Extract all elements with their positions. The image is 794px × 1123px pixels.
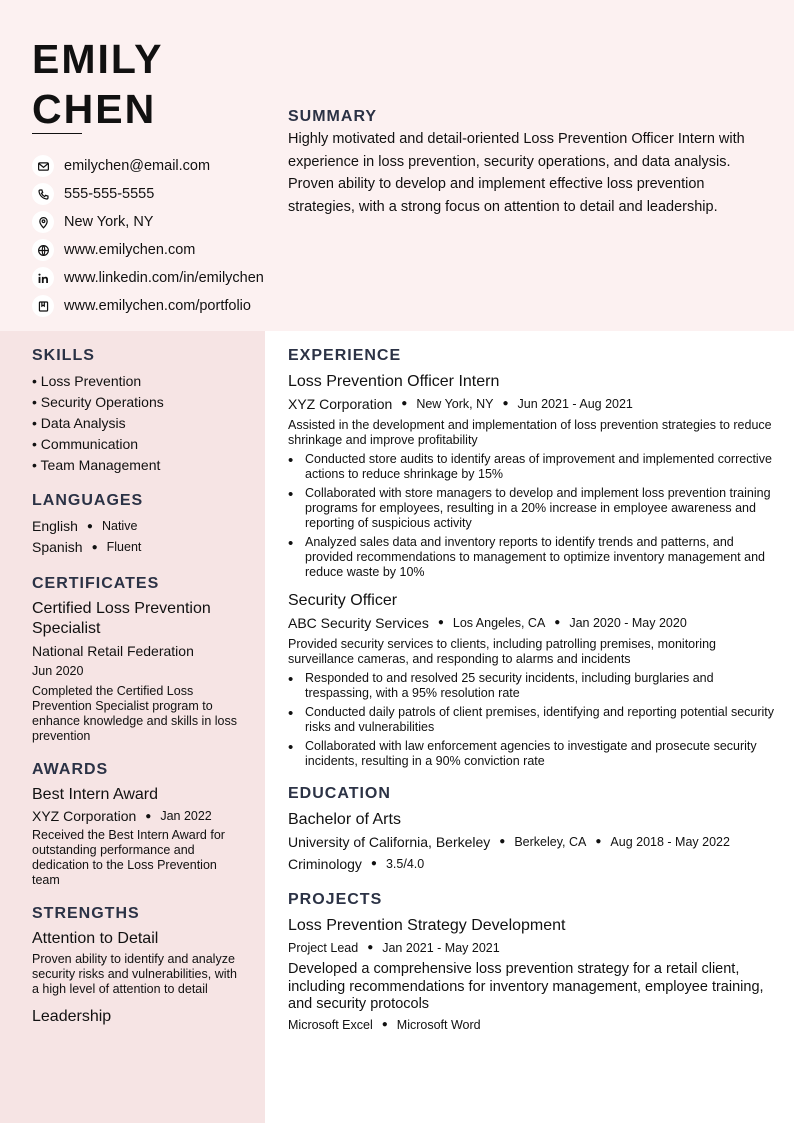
separator-dot: ● xyxy=(437,617,444,628)
contact-portfolio-text: www.emilychen.com/portfolio xyxy=(64,298,251,314)
certificate-issuer: National Retail Federation xyxy=(32,643,194,659)
job-meta xyxy=(288,612,774,634)
job-bullet: • Responded to and resolved 25 security incidents, including burglaries and trespassing, with a 95% resolution rate xyxy=(288,671,774,701)
contact-linkedin-text: www.linkedin.com/in/emilychen xyxy=(64,270,264,286)
education-meta xyxy=(288,831,774,853)
job-location: Los Angeles, CA xyxy=(452,616,546,630)
school-location: Berkeley, CA xyxy=(514,835,587,849)
job-description: Provided security services to clients, including patrolling premises, monitoring surveillance cameras, and responding to alarms and incidents xyxy=(288,637,716,666)
award-org: XYZ Corporation xyxy=(32,808,137,824)
job-location: New York, NY xyxy=(416,397,494,411)
main-content xyxy=(288,347,774,1036)
project-tool: Microsoft Word xyxy=(396,1017,481,1032)
location-pin-icon xyxy=(32,211,54,233)
strength-name: Attention to Detail xyxy=(32,930,159,947)
separator-dot: ● xyxy=(502,398,509,409)
globe-icon xyxy=(32,239,54,261)
separator-dot: ● xyxy=(401,398,408,409)
language-level: Native xyxy=(101,519,138,533)
candidate-name xyxy=(32,34,164,134)
job-bullet: • Collaborated with store managers to develop and implement loss prevention training programs for employees, resulting in a 20% increase in employee awareness and reporting of suspicious activity xyxy=(288,486,774,531)
skills-heading: SKILLS xyxy=(32,347,95,364)
email-icon xyxy=(32,155,54,177)
job-company: XYZ Corporation xyxy=(288,396,393,412)
job-dates: Jan 2020 - May 2020 xyxy=(569,616,687,630)
job-bullets xyxy=(288,452,774,580)
experience-heading: EXPERIENCE xyxy=(288,347,402,364)
strength-name: Leadership xyxy=(32,1008,112,1025)
award-date: Jan 2022 xyxy=(160,809,212,823)
contact-portfolio[interactable] xyxy=(32,292,264,320)
contact-phone-text: 555-555-5555 xyxy=(64,186,155,202)
education-heading: EDUCATION xyxy=(288,785,391,802)
strengths-section xyxy=(32,905,247,1027)
project-description: Developed a comprehensive loss prevention strategy for a retail client, including recommendations for inventory management, employee training, and security protocols xyxy=(288,961,764,1012)
job-bullets xyxy=(288,671,774,769)
award-meta xyxy=(32,805,247,828)
certificate-description: Completed the Certified Loss Prevention Specialist program to enhance knowledge and skills in loss prevention xyxy=(32,684,237,743)
education-field-row xyxy=(288,853,774,875)
skills-section xyxy=(32,347,247,476)
name-divider xyxy=(32,133,82,134)
job-title: Loss Prevention Officer Intern xyxy=(288,373,500,390)
awards-section xyxy=(32,761,247,888)
skill-item: • Communication xyxy=(32,436,139,452)
separator-dot: ● xyxy=(554,617,561,628)
job-title: Security Officer xyxy=(288,592,398,609)
contact-website[interactable] xyxy=(32,236,264,264)
gpa: 3.5/4.0 xyxy=(385,857,425,871)
sidebar-content xyxy=(32,347,247,1027)
separator-dot: ● xyxy=(367,942,374,953)
job-meta xyxy=(288,393,774,415)
last-name: CHEN xyxy=(32,86,157,132)
projects-section xyxy=(288,891,774,1036)
award-description: Received the Best Intern Award for outstanding performance and dedication to the Loss Prevention team xyxy=(32,828,225,887)
separator-dot: ● xyxy=(86,521,93,532)
project-role: Project Lead xyxy=(288,941,359,955)
job-dates: Jun 2021 - Aug 2021 xyxy=(517,397,633,411)
first-name: EMILY xyxy=(32,36,164,82)
contact-website-text: www.emilychen.com xyxy=(64,242,196,258)
job-bullet: • Analyzed sales data and inventory reports to identify trends and patterns, and provided recommendations to management to optimize inventory management and reduce waste by 10% xyxy=(288,535,774,580)
job-description: Assisted in the development and implementation of loss prevention strategies to reduce shrinkage and improve profitability xyxy=(288,418,772,447)
project-dates: Jan 2021 - May 2021 xyxy=(382,941,500,955)
strengths-heading: STRENGTHS xyxy=(32,905,140,922)
contact-phone[interactable] xyxy=(32,180,264,208)
contact-email[interactable] xyxy=(32,152,264,180)
skill-item: • Data Analysis xyxy=(32,415,126,431)
contact-linkedin[interactable] xyxy=(32,264,264,292)
skill-item: • Team Management xyxy=(32,457,161,473)
contact-list xyxy=(32,152,264,320)
certificate-name: Certified Loss Prevention Specialist xyxy=(32,600,211,637)
summary-section xyxy=(288,108,774,219)
skill-item: • Security Operations xyxy=(32,394,164,410)
projects-heading: PROJECTS xyxy=(288,891,383,908)
summary-text: Highly motivated and detail-oriented Loss Prevention Officer Intern with experience in loss prevention, security operations, and data analysis. Proven ability to develop and implement effective loss prevention strategies, with a strong focus on attention to detail and leadership. xyxy=(288,131,745,216)
job-bullet: • Conducted store audits to identify areas of improvement and implemented corrective actions to reduce shrinkage by 15% xyxy=(288,452,774,482)
project-meta xyxy=(288,937,774,959)
phone-icon xyxy=(32,183,54,205)
languages-heading: LANGUAGES xyxy=(32,492,144,509)
language-item xyxy=(32,537,247,558)
languages-section xyxy=(32,492,247,558)
certificates-heading: CERTIFICATES xyxy=(32,575,160,592)
summary-heading: SUMMARY xyxy=(288,108,378,125)
separator-dot: ● xyxy=(91,542,98,553)
job-bullet: • Collaborated with law enforcement agencies to investigate and prosecute security incidents, resulting in a 90% conviction rate xyxy=(288,739,774,769)
separator-dot: ● xyxy=(370,858,377,869)
separator-dot: ● xyxy=(595,836,602,847)
language-item xyxy=(32,516,247,537)
job-company: ABC Security Services xyxy=(288,615,429,631)
project-name: Loss Prevention Strategy Development xyxy=(288,917,566,934)
job-bullet: • Conducted daily patrols of client premises, identifying and reporting potential security risks and vulnerabilities xyxy=(288,705,774,735)
skill-item: • Loss Prevention xyxy=(32,373,142,389)
contact-email-text: emilychen@email.com xyxy=(64,158,211,174)
school-name: University of California, Berkeley xyxy=(288,834,491,850)
language-level: Fluent xyxy=(106,540,142,554)
education-dates: Aug 2018 - May 2022 xyxy=(610,835,730,849)
field-of-study: Criminology xyxy=(288,856,362,872)
degree: Bachelor of Arts xyxy=(288,811,401,828)
project-tool: Microsoft Excel xyxy=(288,1017,373,1032)
language-name: English xyxy=(32,518,78,534)
linkedin-icon xyxy=(32,267,54,289)
language-name: Spanish xyxy=(32,539,83,555)
separator-dot: ● xyxy=(499,836,506,847)
contact-location xyxy=(32,208,264,236)
separator-dot: ● xyxy=(381,1018,388,1030)
experience-section xyxy=(288,347,774,769)
education-section xyxy=(288,785,774,875)
awards-heading: AWARDS xyxy=(32,761,109,778)
job-entry xyxy=(288,590,774,769)
separator-dot: ● xyxy=(145,811,152,822)
strength-description: Proven ability to identify and analyze security risks and vulnerabilities, with a high level of attention to detail xyxy=(32,952,237,996)
project-tools xyxy=(288,1014,774,1036)
certificate-date: Jun 2020 xyxy=(32,664,84,678)
certificates-section xyxy=(32,575,247,744)
portfolio-icon xyxy=(32,295,54,317)
contact-location-text: New York, NY xyxy=(64,214,154,230)
job-entry xyxy=(288,371,774,580)
award-name: Best Intern Award xyxy=(32,786,158,803)
